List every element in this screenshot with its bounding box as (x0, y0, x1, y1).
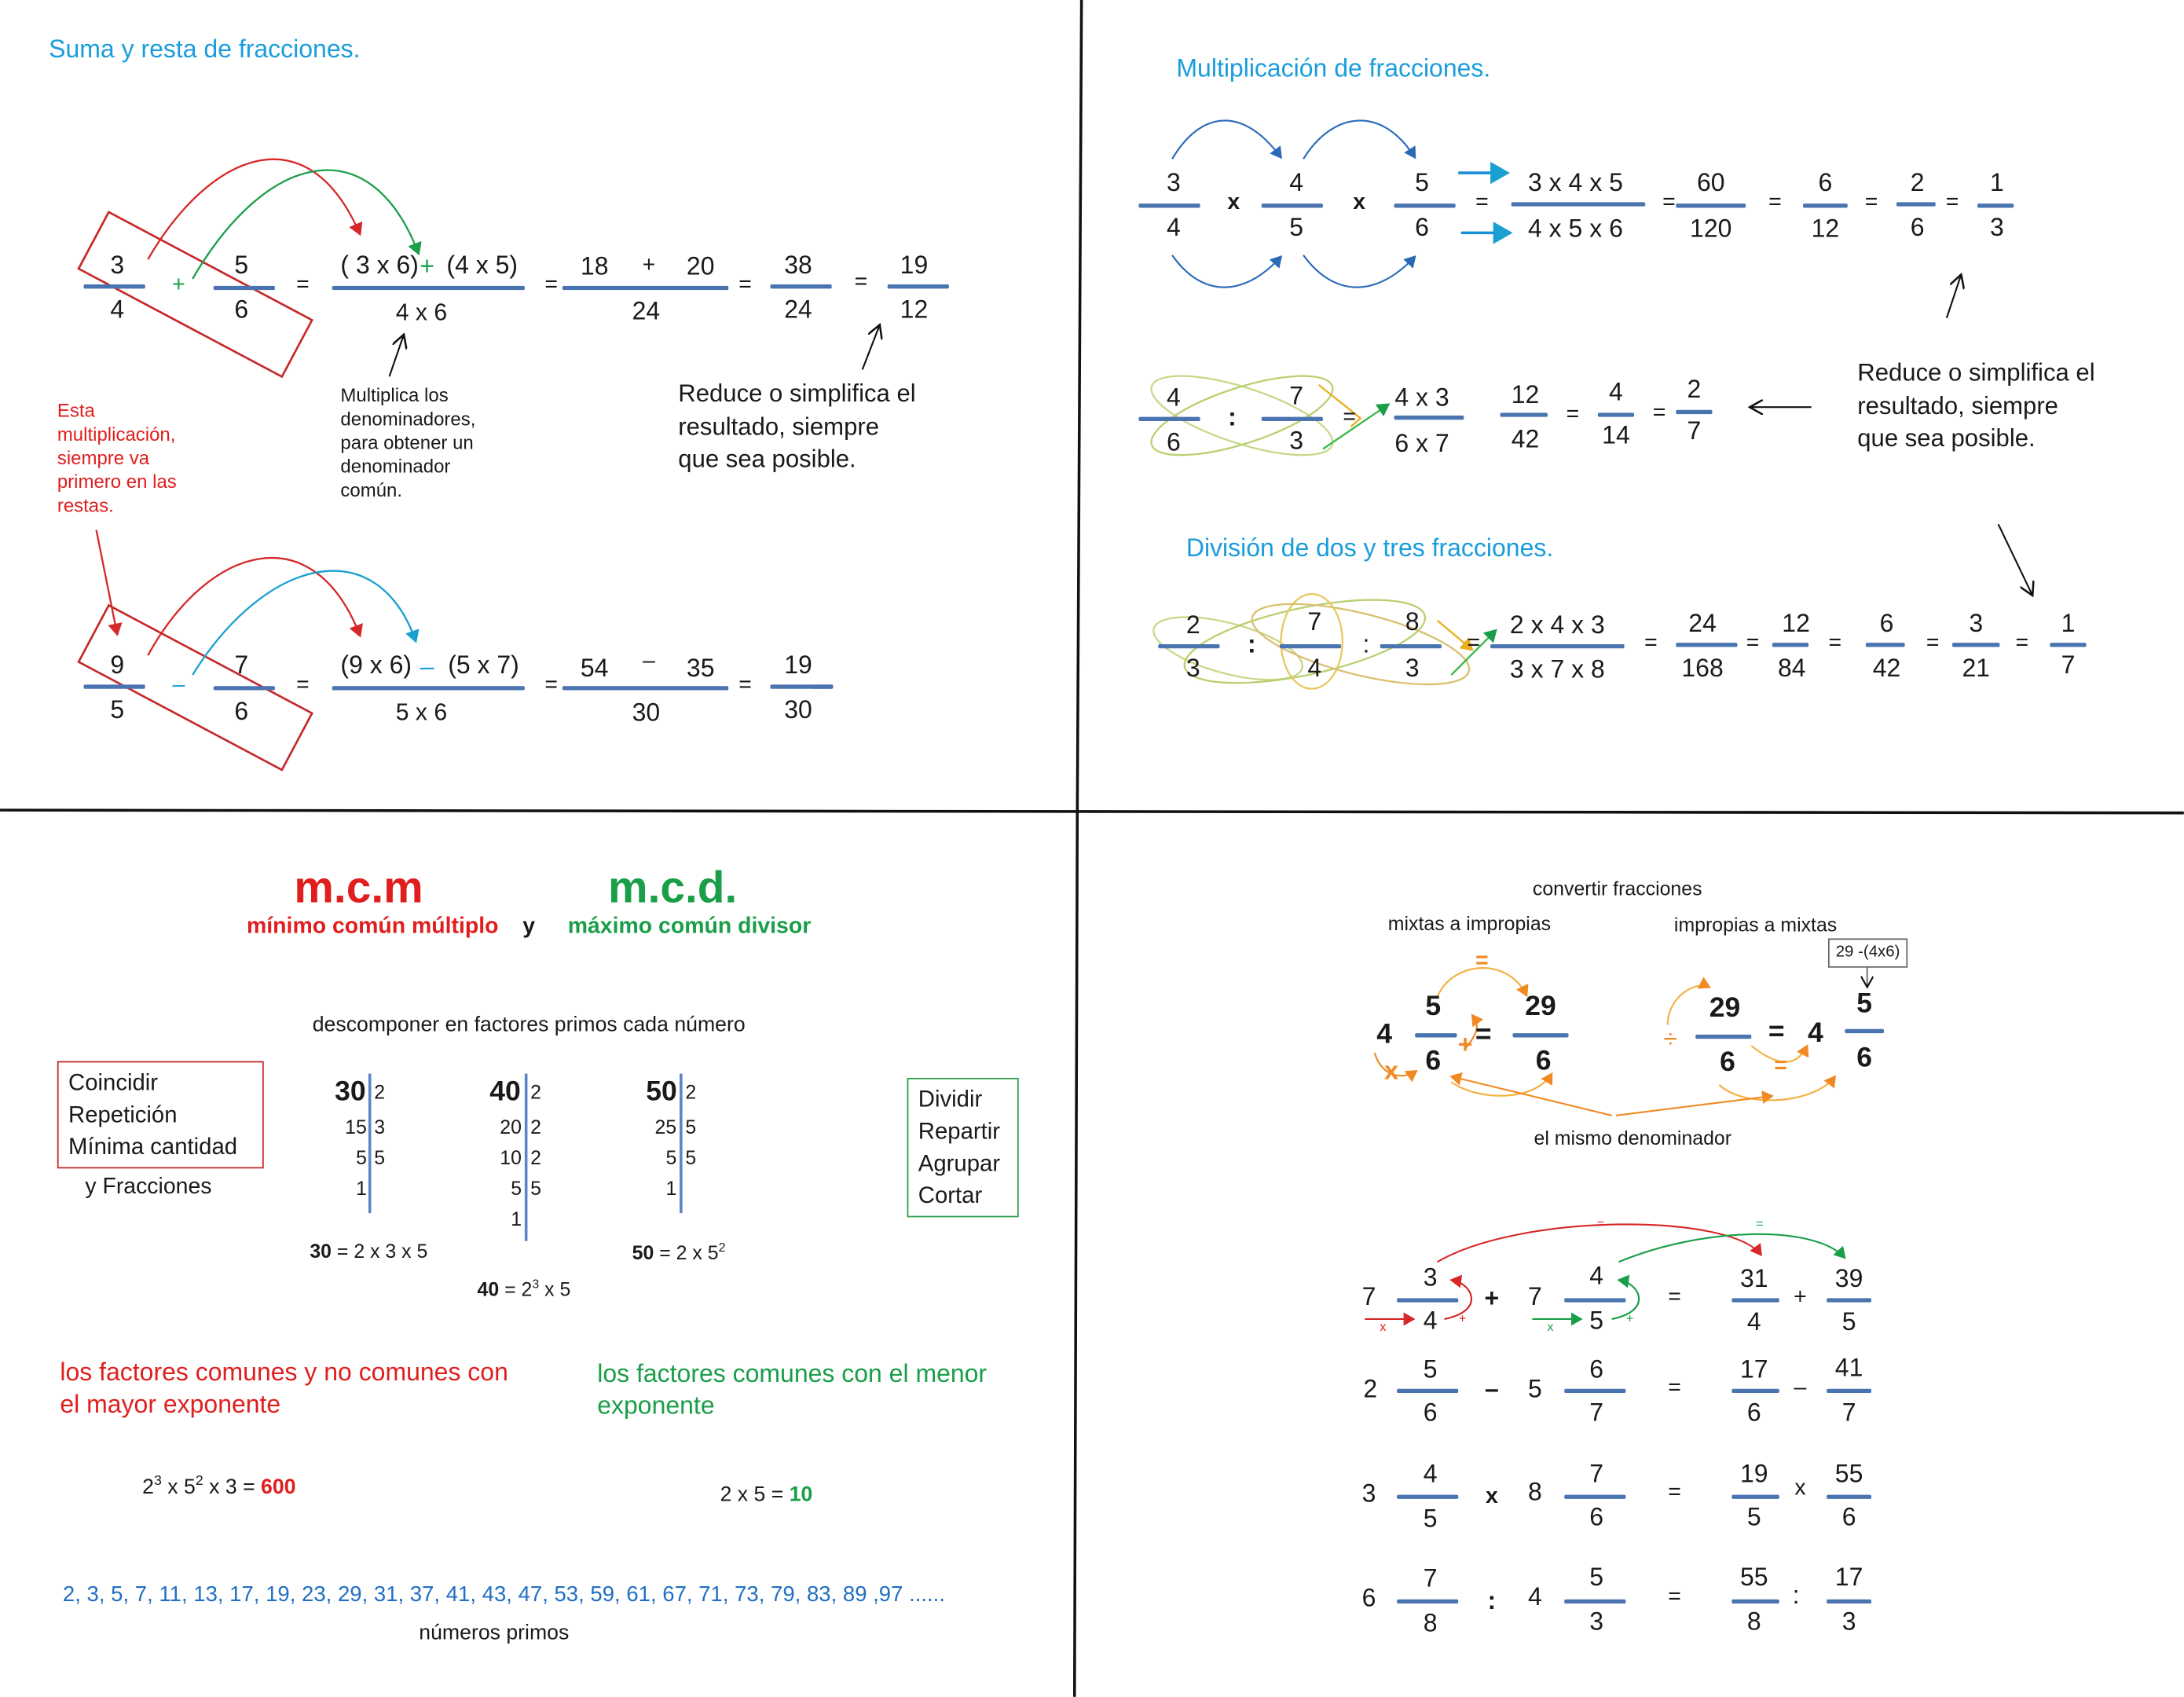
div-result-numerator: 2 (1687, 375, 1702, 403)
fraction-bar (1512, 202, 1646, 206)
op-den-2: 7 (1589, 1398, 1603, 1427)
fraction-bar (332, 686, 525, 690)
fraction-bar (1394, 416, 1464, 420)
equals-sign: = (1652, 401, 1666, 426)
conv1-denominator: 6 (1425, 1046, 1442, 1077)
fraction-bar (1772, 643, 1808, 647)
op-den-2: 5 (1589, 1306, 1603, 1335)
div-f2-denominator: 3 (1289, 427, 1304, 455)
sub-a-denominator: 5 (110, 695, 125, 724)
factor-quotient: 1 (665, 1176, 677, 1200)
factor-prime: 2 (530, 1080, 542, 1103)
div3-r2-denominator: 168 (1681, 654, 1724, 682)
op-result-num-2: 55 (1834, 1460, 1863, 1488)
op-num-1: 3 (1423, 1263, 1438, 1292)
label-mixtas-a-impropias: mixtas a impropias (1387, 911, 1552, 935)
fraction-bar (1138, 203, 1200, 207)
factorization-30: 30 = 2 x 3 x 5 (310, 1239, 428, 1263)
fraction-bar (1676, 410, 1712, 414)
fraction-bar (1397, 1389, 1458, 1393)
conv2-whole: 4 (1808, 1017, 1823, 1049)
equals-sign: = (1926, 631, 1940, 656)
op-result-sign: x (1794, 1476, 1806, 1501)
div-r2-denominator: 42 (1511, 425, 1540, 453)
mult-result-numerator: 1 (1989, 168, 2004, 197)
equals-sign: = (1662, 191, 1676, 215)
op-result-den-2: 5 (1841, 1307, 1856, 1336)
op-result-den-2: 7 (1841, 1398, 1856, 1427)
div-r3-numerator: 4 (1609, 377, 1623, 406)
fraction-bar (1138, 417, 1200, 421)
fraction-bar (84, 284, 145, 288)
example-mcm: $2^3$ x $5^2$ x 3 = 600 (142, 1473, 296, 1499)
fraction-bar (1695, 1035, 1751, 1039)
op-den-2: 3 (1589, 1607, 1603, 1636)
fraction-bar (1564, 1495, 1625, 1499)
fraction-bar (1394, 203, 1456, 207)
sub-step1-num-b: (5 x 7) (448, 651, 519, 680)
factor-prime: 5 (685, 1145, 697, 1169)
div3-f1-denominator: 3 (1185, 654, 1200, 682)
fraction-bar (1827, 1298, 1871, 1302)
factor-prime: 2 (374, 1080, 386, 1103)
op-whole-1: 7 (1361, 1282, 1376, 1311)
mcd-keywords-box (907, 1078, 1019, 1217)
mult-times-sign: x (1353, 191, 1366, 215)
fraction-bar (811, 684, 833, 688)
op-result-sign: – (1794, 1376, 1807, 1400)
op-result-num-1: 17 (1740, 1355, 1768, 1384)
op-den-1: 4 (1423, 1306, 1438, 1335)
fraction-bar (1397, 1600, 1458, 1604)
equals-sign: = (854, 270, 868, 295)
mcm-keywords-box (57, 1061, 264, 1169)
factor-prime: 5 (374, 1145, 386, 1169)
factor-head-number: 40 (489, 1076, 521, 1108)
op-result-num-2: 17 (1834, 1563, 1863, 1592)
keyword-dividir: Dividir (918, 1087, 983, 1112)
equals-sign: = (738, 673, 752, 698)
factor-quotient: 5 (356, 1145, 367, 1169)
fraction-bar (1896, 202, 1936, 206)
conv1-whole: 4 (1376, 1019, 1392, 1050)
equals-sign: = (1467, 631, 1481, 656)
factor-quotient: 1 (511, 1207, 522, 1230)
conv2-result-denominator: 6 (1856, 1043, 1873, 1074)
div3-result-denominator: 7 (2061, 651, 2076, 680)
sum-step2-num-b: 20 (686, 252, 715, 280)
div-f1-denominator: 6 (1166, 427, 1181, 456)
keyword-agrupar: Agrupar (918, 1151, 1001, 1177)
mult-r3-denominator: 12 (1811, 214, 1840, 243)
sub-b-numerator: 7 (234, 651, 249, 680)
fraction-bar (1262, 203, 1323, 207)
equals-sign: = (1475, 191, 1489, 215)
title-convertir: convertir fracciones (1532, 877, 1702, 900)
note-reduce-simplify: Reduce o simplifica el resultado, siempre que sea posible. (678, 379, 916, 474)
sub-step2-num-b: 35 (686, 654, 715, 682)
conv2-numerator: 29 (1709, 992, 1741, 1024)
fraction-bar (888, 284, 949, 288)
conv1-result-denominator: 6 (1535, 1046, 1552, 1077)
div-r2-numerator: 12 (1511, 380, 1540, 409)
fraction-bar (1866, 643, 1905, 647)
div3-f2-denominator: 4 (1307, 654, 1322, 682)
fraction-bar (1803, 203, 1848, 207)
op-den-1: 6 (1423, 1398, 1438, 1427)
op-result-den-1: 5 (1746, 1503, 1761, 1531)
instruction-prime-factors: descomponer en factores primos cada número (312, 1013, 746, 1037)
op-whole-1: 3 (1361, 1479, 1376, 1508)
fraction-bar (1397, 1495, 1458, 1499)
op-den-1: 5 (1423, 1505, 1438, 1533)
equals-sign: = (296, 273, 310, 298)
equals-sign: = (1343, 405, 1356, 430)
factor-divider (680, 1074, 682, 1213)
div-r1-denominator: 6 x 7 (1394, 429, 1449, 458)
mult-r4-denominator: 6 (1910, 213, 1925, 242)
sum-b-denominator: 6 (234, 295, 249, 324)
op-whole-2: 8 (1528, 1478, 1542, 1506)
op-den-1: 8 (1423, 1609, 1438, 1637)
equals-sign: = (1668, 1480, 1681, 1505)
conv1-numerator: 5 (1425, 991, 1442, 1022)
equals-sign: = (296, 673, 310, 698)
sum-step1-num-a: ( 3 x 6) (340, 251, 419, 279)
op-num-1: 4 (1423, 1460, 1438, 1488)
fraction-bar (214, 286, 275, 290)
sum-a-denominator: 4 (110, 295, 125, 324)
factorization-40: $40 = 2^3$ x 5 (477, 1277, 571, 1300)
plus-marker: + (1458, 1311, 1467, 1325)
sum-step2-denominator: 24 (632, 297, 661, 325)
keyword-repeticion: Repetición (68, 1102, 178, 1128)
equals-sign: = (1945, 191, 1959, 215)
fraction-bar (1262, 417, 1323, 421)
mult-r1-denominator: 4 x 5 x 6 (1528, 214, 1623, 243)
fraction-bar (1952, 643, 1999, 647)
factor-quotient: 10 (500, 1145, 522, 1169)
conv1-result-numerator: 29 (1525, 991, 1556, 1022)
op-sign: : (1487, 1586, 1497, 1615)
sub-result-denominator: 30 (784, 695, 812, 724)
equals-marker: = (1756, 1216, 1764, 1231)
sub-step1-minus: – (420, 652, 434, 681)
sum-step1-plus: + (420, 252, 434, 280)
op-sign: x (1485, 1485, 1498, 1509)
equals-sign: = (1864, 191, 1878, 215)
conv1-times: x (1384, 1057, 1398, 1085)
note-multiplication-first: Esta multiplicación, siempre va primero en las restas. (57, 400, 177, 515)
sum-step2-num-a: 18 (580, 252, 609, 280)
equals-sign: = (544, 673, 558, 698)
op-result-sign: : (1792, 1581, 1800, 1610)
fraction-bar (1380, 644, 1442, 648)
mult-r3-numerator: 6 (1818, 168, 1833, 197)
sub-b-denominator: 6 (234, 697, 249, 725)
fraction-bar (214, 686, 275, 690)
formula-box: 29 -(4x6) (1828, 938, 1907, 967)
op-num-1: 7 (1423, 1564, 1438, 1593)
fraction-bar (1731, 1600, 1779, 1604)
sub-step2-denominator: 30 (632, 698, 661, 727)
title-suma-resta: Suma y resta de fracciones. (49, 35, 361, 63)
mult-f1-numerator: 3 (1166, 168, 1181, 197)
factor-quotient: 5 (665, 1145, 677, 1169)
fraction-bar (1397, 1298, 1458, 1302)
note-reduce-simplify: Reduce o simplifica el resultado, siempre que sea posible. (1857, 358, 2095, 453)
mult-f3-numerator: 5 (1415, 168, 1429, 197)
div3-r3-numerator: 12 (1782, 609, 1810, 638)
sub-step2-num-a: 54 (580, 654, 609, 682)
op-result-den-1: 4 (1746, 1307, 1761, 1336)
op-num-2: 6 (1589, 1355, 1603, 1384)
sum-step1-denominator: 4 x 6 (395, 299, 448, 326)
op-result-num-1: 19 (1740, 1460, 1768, 1488)
mult-f3-denominator: 6 (1415, 213, 1429, 242)
op-whole-2: 7 (1528, 1282, 1542, 1311)
div3-result-numerator: 1 (2061, 609, 2076, 638)
div3-r5-denominator: 21 (1962, 654, 1991, 682)
fraction-bar (1501, 412, 1548, 416)
op-num-2: 7 (1589, 1460, 1603, 1488)
op-sign: – (1484, 1374, 1499, 1403)
prime-numbers-list: 2, 3, 5, 7, 11, 13, 17, 19, 23, 29, 31, 37, 41, 43, 47, 53, 59, 61, 67, 71, 73, 79, 83, 89 ,97 ...... (62, 1582, 945, 1607)
conv1-plus: + (1457, 1030, 1473, 1059)
sub-minus-sign: – (172, 673, 185, 698)
fraction-bar (1731, 1495, 1779, 1499)
factor-quotient: 15 (345, 1115, 367, 1138)
div-f1-numerator: 4 (1166, 383, 1181, 412)
factor-divider (368, 1074, 371, 1213)
op-result-num-1: 31 (1740, 1264, 1768, 1293)
fraction-bar (1827, 1600, 1871, 1604)
sum-step3-numerator: 38 (784, 251, 812, 279)
mult-r4-numerator: 2 (1910, 168, 1925, 197)
conv2-equals: = (1768, 1016, 1785, 1047)
div3-f3-denominator: 3 (1405, 654, 1420, 682)
mcd-full-name: máximo común divisor (567, 914, 812, 939)
connector-y: y (522, 914, 536, 939)
factor-head-number: 30 (335, 1076, 366, 1108)
div3-r3-denominator: 84 (1777, 654, 1806, 682)
sum-b-numerator: 5 (234, 251, 249, 279)
op-whole-1: 6 (1361, 1584, 1376, 1612)
factor-divider (525, 1074, 527, 1241)
conv1-equals: = (1475, 1019, 1492, 1050)
mult-f1-denominator: 4 (1166, 213, 1181, 242)
mult-r1-numerator: 3 x 4 x 5 (1528, 168, 1623, 197)
div3-r1-denominator: 3 x 7 x 8 (1509, 655, 1605, 684)
equals-sign: = (1668, 1585, 1681, 1610)
fraction-bar (771, 284, 832, 288)
title-multiplicacion: Multiplicación de fracciones. (1176, 54, 1491, 82)
fraction-bar (1676, 643, 1737, 647)
div3-f2-numerator: 7 (1307, 607, 1322, 636)
factor-prime: 3 (374, 1115, 386, 1138)
keyword-y-fracciones: y Fracciones (85, 1175, 212, 1200)
op-result-den-1: 6 (1746, 1398, 1761, 1427)
div3-f1-numerator: 2 (1185, 610, 1200, 639)
op-result-den-2: 6 (1841, 1503, 1856, 1531)
fraction-bar (332, 286, 525, 290)
factor-quotient: 20 (500, 1115, 522, 1138)
equals-sign: = (1828, 631, 1842, 656)
op-whole-2: 4 (1528, 1582, 1542, 1611)
factor-quotient: 25 (654, 1115, 677, 1138)
mult-result-denominator: 3 (1989, 213, 2004, 242)
title-division-tres: División de dos y tres fracciones. (1185, 533, 1554, 563)
rule-mcm: los factores comunes y no comunes con el mayor exponente (60, 1358, 508, 1418)
conv2-equals-small: = (1774, 1054, 1787, 1078)
equals-sign: = (1768, 191, 1782, 215)
div3-r4-denominator: 42 (1872, 654, 1901, 682)
note-multiply-denominators: Multiplica los denominadores, para obtener un denominador común. (340, 384, 476, 500)
op-num-2: 5 (1589, 1563, 1603, 1592)
fraction-bar (1564, 1298, 1625, 1302)
fraction-bar (2050, 643, 2086, 647)
mcd-heading: m.c.d. (608, 861, 738, 912)
factor-quotient: 5 (511, 1176, 522, 1200)
op-whole-2: 5 (1528, 1374, 1542, 1403)
mult-r2-denominator: 120 (1690, 214, 1732, 243)
op-sign: + (1484, 1284, 1500, 1313)
times-marker: x (1380, 1319, 1387, 1334)
div3-f3-numerator: 8 (1405, 607, 1420, 636)
fraction-bar (1490, 644, 1625, 648)
mcm-heading: m.c.m (294, 861, 423, 912)
fraction-bar (562, 686, 728, 690)
label-impropias-a-mixtas: impropias a mixtas (1673, 913, 1838, 936)
factor-prime: 5 (685, 1115, 697, 1138)
mult-f2-denominator: 5 (1289, 213, 1304, 242)
times-marker: x (1547, 1319, 1554, 1334)
div3-r5-numerator: 3 (1969, 609, 1984, 638)
prime-numbers-label: números primos (419, 1621, 570, 1645)
fraction-bar (562, 286, 728, 290)
factor-head-number: 50 (646, 1076, 677, 1108)
sub-result-numerator: 19 (784, 651, 812, 680)
sum-result-denominator: 12 (900, 295, 929, 324)
sum-result-numerator: 19 (900, 251, 929, 279)
op-result-num-2: 39 (1834, 1264, 1863, 1293)
fraction-bar (1415, 1033, 1457, 1037)
conv2-divide: ÷ (1663, 1024, 1678, 1053)
factor-quotient: 1 (356, 1176, 367, 1200)
fraction-bar (1564, 1389, 1625, 1393)
equals-sign: = (544, 273, 558, 298)
factor-prime: 2 (530, 1145, 542, 1169)
div-result-denominator: 7 (1687, 416, 1702, 445)
op-result-den-1: 8 (1746, 1607, 1761, 1636)
sum-step2-plus: + (642, 254, 656, 278)
equals-marker: = (1596, 1216, 1605, 1231)
sum-a-numerator: 3 (110, 251, 125, 279)
fraction-bar (1598, 412, 1634, 416)
equals-sign: = (1566, 402, 1580, 427)
equals-sign: = (1644, 631, 1658, 656)
fraction-bar (1280, 644, 1341, 648)
fraction-bar (1513, 1033, 1569, 1037)
op-result-den-2: 3 (1841, 1607, 1856, 1636)
equals-sign: = (738, 273, 752, 298)
sum-plus-sign: + (172, 273, 185, 298)
sub-step1-num-a: (9 x 6) (340, 651, 412, 680)
keyword-repartir: Repartir (918, 1119, 1001, 1145)
op-whole-1: 2 (1363, 1374, 1378, 1403)
sub-step2-minus: – (643, 650, 655, 674)
equals-sign: = (1668, 1285, 1681, 1310)
div3-r2-numerator: 24 (1688, 609, 1717, 638)
sub-step1-denominator: 5 x 6 (395, 699, 448, 726)
div-r1-numerator: 4 x 3 (1394, 383, 1449, 412)
fraction-bar (1731, 1389, 1779, 1393)
op-result-num-2: 41 (1834, 1354, 1863, 1382)
div-colon-sign: : (1228, 402, 1237, 431)
fraction-bar (1845, 1029, 1884, 1033)
example-mcd: 2 x 5 = 10 (720, 1483, 813, 1507)
op-den-2: 6 (1589, 1503, 1603, 1531)
fraction-bar (1827, 1389, 1871, 1393)
fraction-bar (1731, 1298, 1779, 1302)
keyword-minima-cantidad: Mínima cantidad (68, 1134, 238, 1160)
conv1-equals-small: = (1475, 949, 1489, 973)
mult-f2-numerator: 4 (1289, 168, 1304, 197)
op-num-1: 5 (1423, 1355, 1438, 1384)
fraction-bar (1977, 203, 2014, 207)
sum-step1-num-b: (4 x 5) (446, 251, 519, 279)
div-f2-numerator: 7 (1289, 382, 1304, 410)
fraction-bar (1158, 644, 1219, 648)
sub-a-numerator: 9 (110, 651, 125, 680)
conv2-result-numerator: 5 (1856, 988, 1873, 1020)
fraction-bar (1827, 1495, 1871, 1499)
mult-r2-numerator: 60 (1696, 168, 1725, 197)
factorization-50: 50 = 2 x $5^2$ (632, 1240, 726, 1264)
equals-sign: = (1668, 1376, 1681, 1400)
div-r3-denominator: 14 (1602, 420, 1630, 449)
mult-times-sign: x (1227, 191, 1240, 215)
div3-r1-numerator: 2 x 4 x 3 (1509, 610, 1605, 639)
op-result-sign: + (1794, 1285, 1807, 1310)
op-num-2: 4 (1589, 1262, 1603, 1290)
mcm-full-name: mínimo común múltiplo (247, 914, 499, 939)
op-result-num-1: 55 (1740, 1563, 1768, 1592)
fraction-bar (84, 684, 145, 688)
equals-sign: = (2015, 631, 2029, 656)
rule-mcd: los factores comunes con el menor exponente (597, 1359, 988, 1419)
conv2-denominator: 6 (1720, 1046, 1735, 1078)
keyword-cortar: Cortar (918, 1183, 983, 1209)
plus-marker: + (1626, 1311, 1634, 1325)
sum-step3-denominator: 24 (784, 295, 812, 324)
div3-colon-sign: : (1248, 630, 1256, 658)
label-same-denominator: el mismo denominador (1534, 1127, 1732, 1149)
div3-colon-sign: : (1362, 630, 1370, 658)
factor-prime: 2 (530, 1115, 542, 1138)
fraction-bar (1564, 1600, 1625, 1604)
keyword-coincidir: Coincidir (68, 1070, 159, 1096)
div3-r4-numerator: 6 (1879, 609, 1894, 638)
equals-sign: = (1746, 631, 1760, 656)
factor-prime: 5 (530, 1176, 542, 1200)
fraction-bar (1676, 203, 1746, 207)
factor-prime: 2 (685, 1080, 697, 1103)
